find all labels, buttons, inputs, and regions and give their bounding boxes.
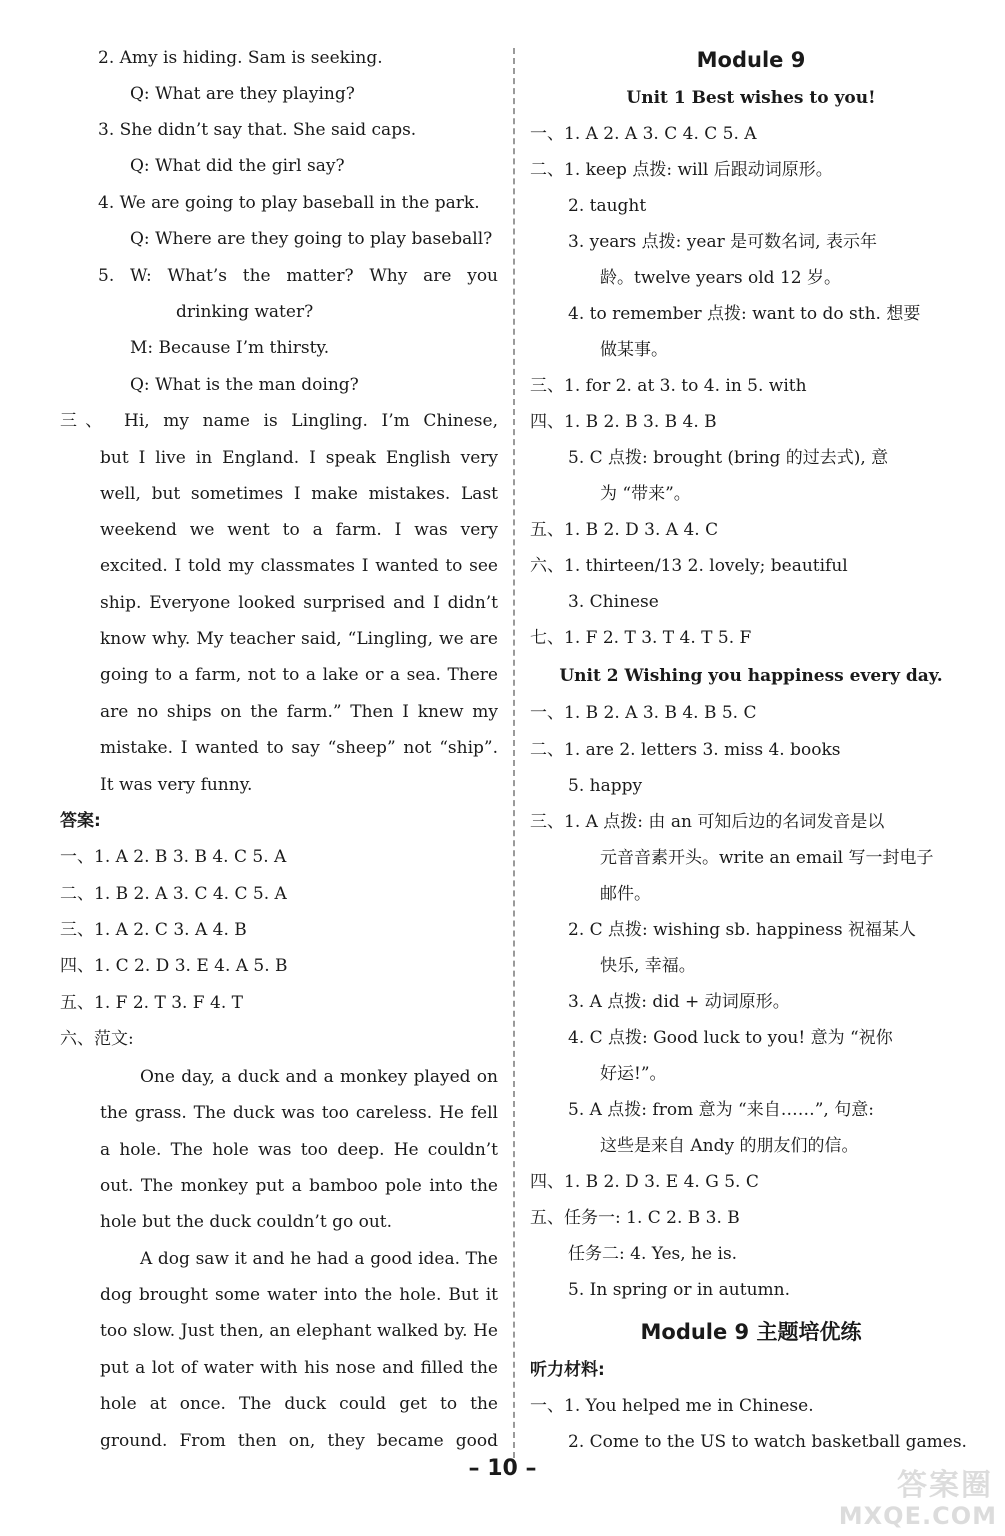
text-line: drinking water? xyxy=(176,302,314,322)
text-line: Q: What are they playing? xyxy=(130,84,355,104)
text-line: 五、1. F 2. T 3. F 4. T xyxy=(60,993,243,1013)
text-line: hole but the duck couldn’t go out. xyxy=(100,1212,393,1232)
text-line: 5. In spring or in autumn. xyxy=(568,1280,790,1300)
text-line: mistake. I wanted to say “sheep” not “ship”. xyxy=(100,738,498,758)
text-line: ship. Everyone looked surprised and I didn’t xyxy=(100,593,498,613)
module-heading: Module 9 xyxy=(696,48,806,72)
text-line: 任务二: 4. Yes, he is. xyxy=(568,1244,738,1264)
text-line: 一、1. B 2. A 3. B 4. B 5. C xyxy=(530,703,757,723)
text-line: excited. I told my classmates I wanted to see xyxy=(100,556,498,576)
text-line: 三、1. A 点拨: 由 an 可知后边的名词发音是以 xyxy=(530,812,885,832)
text-line: hole at once. The duck could get to the xyxy=(100,1394,498,1414)
text-line: 二、1. are 2. letters 3. miss 4. books xyxy=(530,740,841,760)
text-line: Q: What did the girl say? xyxy=(130,156,345,176)
unit-heading: Unit 2 Wishing you happiness every day. xyxy=(559,666,943,686)
text-line: 3. She didn’t say that. She said caps. xyxy=(98,120,417,140)
text-line: 一、1. You helped me in Chinese. xyxy=(530,1396,814,1416)
text-line: One day, a duck and a monkey played on xyxy=(140,1067,498,1087)
text-line: 3. Chinese xyxy=(568,592,659,612)
page-number: – 10 – xyxy=(468,1456,537,1481)
text-line: Q: Where are they going to play baseball? xyxy=(130,229,493,249)
text-line: 为 “带来”。 xyxy=(600,484,691,504)
text-line: 好运!”。 xyxy=(600,1064,667,1084)
text-line: 2. C 点拨: wishing sb. happiness 祝福某人 xyxy=(568,920,917,940)
text-line: dog brought some water into the hole. But it xyxy=(100,1285,498,1305)
text-line: 五、任务一: 1. C 2. B 3. B xyxy=(530,1208,740,1228)
text-line: 四、1. B 2. B 3. B 4. B xyxy=(530,412,717,432)
text-line: 三、1. A 2. C 3. A 4. B xyxy=(60,920,247,940)
text-line: Q: What is the man doing? xyxy=(130,375,359,395)
text-line: 元音音素开头。write an email 写一封电子 xyxy=(600,848,934,868)
text-line: but I live in England. I speak English very xyxy=(100,448,498,468)
text-line: M: Because I’m thirsty. xyxy=(130,338,330,358)
text-line: 2. taught xyxy=(568,196,647,216)
text-line: 二、1. B 2. A 3. C 4. C 5. A xyxy=(60,884,287,904)
text-line: 5. A 点拨: from 意为 “来自……”, 句意: xyxy=(568,1100,874,1120)
text-line: 七、1. F 2. T 3. T 4. T 5. F xyxy=(530,628,752,648)
text-line: A dog saw it and he had a good idea. The xyxy=(140,1249,498,1269)
text-line: 5. C 点拨: brought (bring 的过去式), 意 xyxy=(568,448,889,468)
text-line: know why. My teacher said, “Lingling, we are xyxy=(100,629,498,649)
text-line: 3. A 点拨: did + 动词原形。 xyxy=(568,992,790,1012)
text-line: put a lot of water with his nose and filled the xyxy=(100,1358,498,1378)
watermark-top: 答案圈 xyxy=(897,1468,993,1503)
module-heading: Module 9 主题培优练 xyxy=(640,1320,862,1344)
text-line: 3. years 点拨: year 是可数名词, 表示年 xyxy=(568,232,877,252)
text-line: 做某事。 xyxy=(600,340,668,360)
text-line: 快乐, 幸福。 xyxy=(600,956,696,976)
listening-label: 听力材料: xyxy=(530,1360,605,1380)
text-line: are no ships on the farm.” Then I knew my xyxy=(100,702,498,722)
text-line: 三、 Hi, my name is Lingling. I’m Chinese, xyxy=(60,411,498,431)
text-line: 2. Amy is hiding. Sam is seeking. xyxy=(98,48,383,68)
text-line: 4. to remember 点拨: want to do sth. 想要 xyxy=(568,304,921,324)
text-line: going to a farm, not to a lake or a sea. There xyxy=(100,665,498,685)
unit-heading: Unit 1 Best wishes to you! xyxy=(626,88,876,108)
text-line: 5. happy xyxy=(568,776,643,796)
text-line: 2. Come to the US to watch basketball games. xyxy=(568,1432,967,1452)
text-line: out. The monkey put a bamboo pole into the xyxy=(100,1176,498,1196)
text-line: ground. From then on, they became good xyxy=(100,1431,498,1451)
text-line: 邮件。 xyxy=(600,884,651,904)
text-line: 一、1. A 2. A 3. C 4. C 5. A xyxy=(530,124,757,144)
text-line: well, but sometimes I make mistakes. Last xyxy=(100,484,498,504)
text-line: It was very funny. xyxy=(100,775,253,795)
text-line: a hole. The hole was too deep. He couldn’t xyxy=(100,1140,498,1160)
text-line: 二、1. keep 点拨: will 后跟动词原形。 xyxy=(530,160,833,180)
column-divider xyxy=(513,48,515,1458)
text-line: weekend we went to a farm. I was very xyxy=(100,520,498,540)
text-line: 三、1. for 2. at 3. to 4. in 5. with xyxy=(530,376,807,396)
text-line: 四、1. B 2. D 3. E 4. G 5. C xyxy=(530,1172,759,1192)
text-line: 四、1. C 2. D 3. E 4. A 5. B xyxy=(60,956,288,976)
text-line: 一、1. A 2. B 3. B 4. C 5. A xyxy=(60,847,287,867)
watermark-logo xyxy=(838,1460,997,1530)
text-line: 4. C 点拨: Good luck to you! 意为 “祝你 xyxy=(568,1028,893,1048)
text-line: 五、1. B 2. D 3. A 4. C xyxy=(530,520,719,540)
text-line: 龄。twelve years old 12 岁。 xyxy=(600,268,841,288)
text-line: the grass. The duck was too careless. He fell xyxy=(100,1103,498,1123)
text-line: 4. We are going to play baseball in the park. xyxy=(98,193,480,213)
text-line: 这些是来自 Andy 的朋友们的信。 xyxy=(600,1136,859,1156)
watermark-bottom: MXQE.COM xyxy=(838,1502,997,1530)
text-line: 5. W: What’s the matter? Why are you xyxy=(98,266,498,286)
answers-label: 答案: xyxy=(60,811,101,831)
text-line: 六、范文: xyxy=(60,1029,134,1049)
text-line: too slow. Just then, an elephant walked by. He xyxy=(100,1321,498,1341)
text-line: 六、1. thirteen/13 2. lovely; beautiful xyxy=(530,556,848,576)
